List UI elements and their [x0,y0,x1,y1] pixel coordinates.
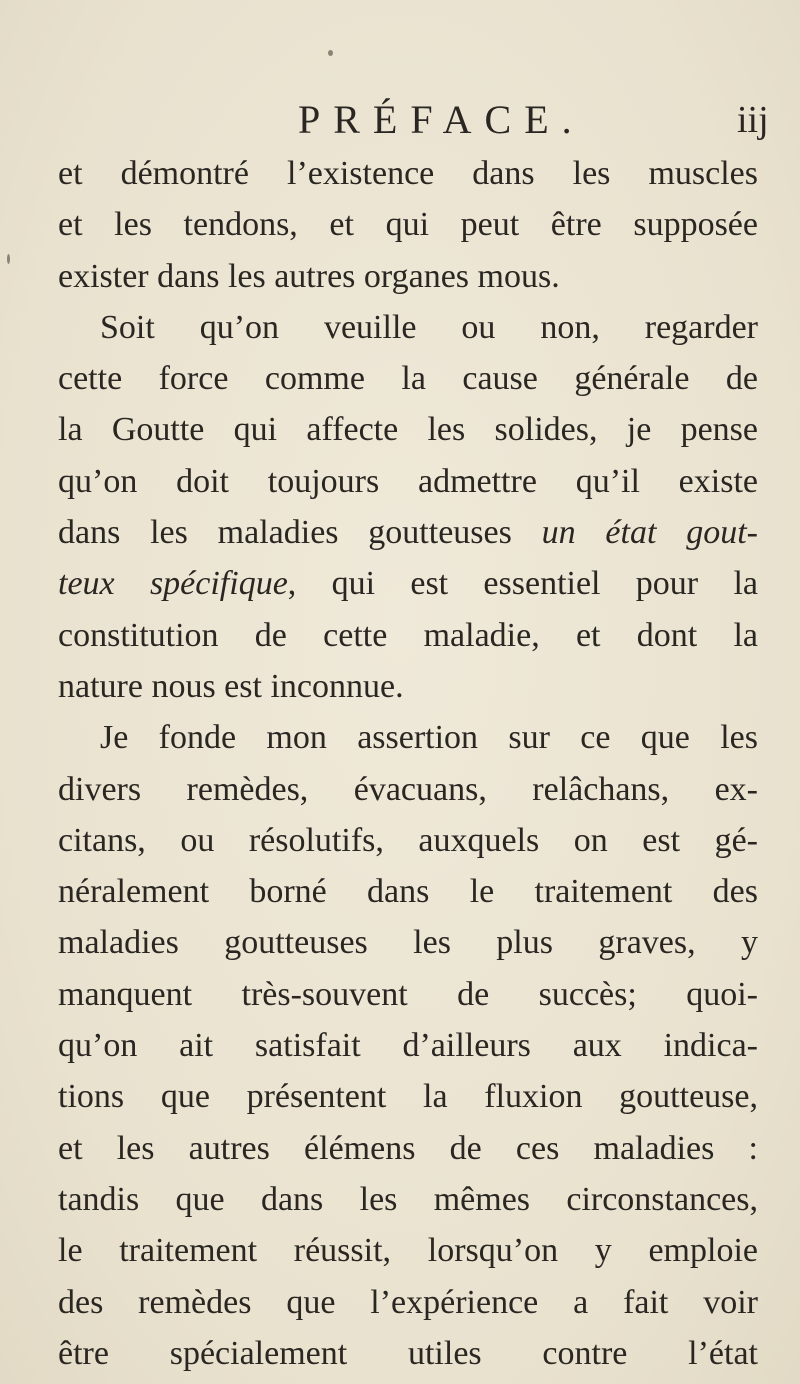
page-header [0,96,800,148]
text-line: qu’on ait satisfait d’ailleurs aux indica- [58,1027,758,1065]
text-line: nature nous est inconnue. [58,667,404,705]
body-text [58,148,758,1379]
ink-speck [7,254,10,264]
roman-text: , qui est essentiel pour la [287,565,758,603]
text-line: la Goutte qui affecte les solides, je pense [58,411,758,449]
ink-speck [328,50,333,56]
text-line: Je fonde mon assertion sur ce que les [100,719,758,757]
text-line: citans, ou résolutifs, auxquels on est gé- [58,821,758,859]
text-line [58,507,758,558]
text-line: néralement borné dans le traitement des [58,873,758,911]
text-line: qu’on doit toujours admettre qu’il existe [58,462,758,500]
roman-text: dans les maladies goutteuses [58,514,542,552]
text-line: tions que présentent la fluxion goutteuse, [58,1078,758,1116]
text-line: et les autres élémens de ces maladies : [58,1129,758,1167]
text-line [58,558,758,609]
italic-text: un état gout- [541,514,758,552]
italic-text: teux spécifique [58,565,288,603]
text-line: Soit qu’on veuille ou non, regarder [100,308,758,346]
running-head: PRÉFACE. [298,97,585,142]
text-line: cette force comme la cause générale de [58,360,758,398]
text-line: des remèdes que l’expérience a fait voir [58,1283,758,1321]
text-line: divers remèdes, évacuans, relâchans, ex- [58,770,758,808]
text-line: le traitement réussit, lorsqu’on y emploie [58,1232,758,1270]
text-line: maladies goutteuses les plus graves, y [58,924,758,962]
text-line: et démontré l’existence dans les muscles [58,155,758,192]
text-line: être spécialement utiles contre l’état [58,1334,758,1372]
text-line: exister dans les autres organes mous. [58,257,560,295]
text-line: tandis que dans les mêmes circonstances, [58,1180,758,1218]
text-line: et les tendons, et qui peut être supposée [58,206,758,244]
text-line: manquent très-souvent de succès; quoi- [58,975,758,1013]
text-line: constitution de cette maladie, et dont la [58,616,758,654]
page-number: iij [737,99,769,141]
